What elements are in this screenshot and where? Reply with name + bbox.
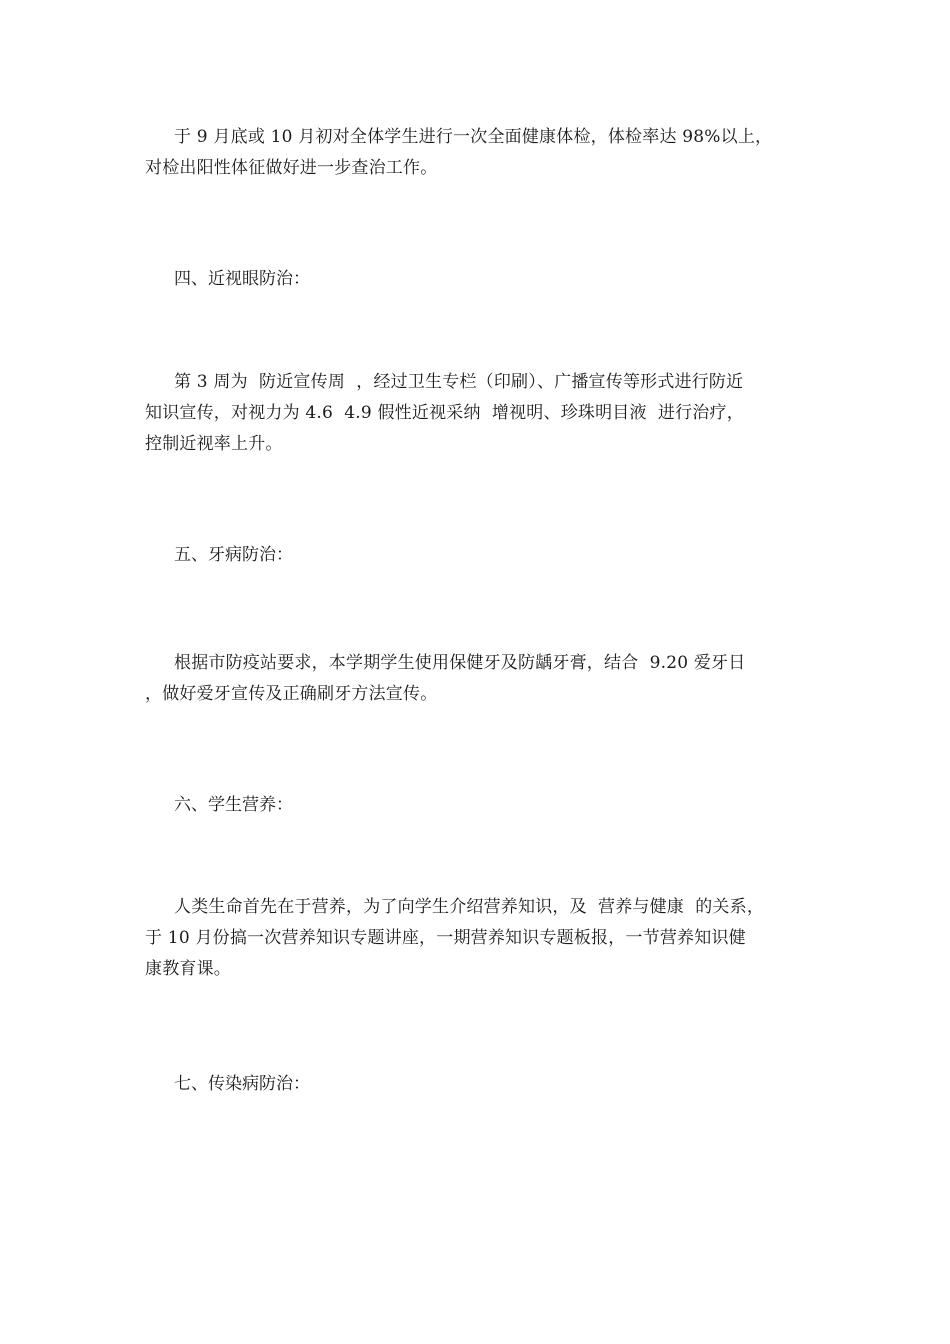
paragraph-line: 康教育课。 [145, 959, 231, 979]
paragraph-line: 于 10 月份搞一次营养知识专题讲座，一期营养知识专题板报，一节营养知识健 [145, 928, 746, 948]
heading-myopia-prevention: 四、近视眼防治： [174, 269, 310, 289]
paragraph-line: 对检出阳性体征做好进一步查治工作。 [145, 158, 438, 178]
paragraph-line: ，做好爱牙宣传及正确刷牙方法宣传。 [145, 684, 438, 704]
paragraph-line: 根据市防疫站要求，本学期学生使用保健牙及防龋牙膏，结合 9.20 爱牙日 [174, 653, 746, 673]
heading-dental-prevention: 五、牙病防治： [174, 545, 293, 565]
paragraph-line: 第 3 周为 防近宣传周 ，经过卫生专栏（印刷）、广播宣传等形式进行防近 [174, 372, 744, 392]
paragraph-health-checkup [145, 122, 825, 184]
paragraph-nutrition [145, 892, 825, 985]
paragraph-line: 于 9 月底或 10 月初对全体学生进行一次全面健康体检，体检率达 98%以上， [174, 127, 773, 147]
paragraph-dental [145, 648, 825, 710]
heading-infectious-disease: 七、传染病防治： [174, 1074, 310, 1094]
paragraph-line: 控制近视率上升。 [145, 434, 283, 454]
paragraph-line: 人类生命首先在于营养，为了向学生介绍营养知识，及 营养与健康 的关系， [174, 897, 765, 917]
paragraph-line: 知识宣传，对视力为 4.6 4.9 假性近视采纳 增视明、珍珠明目液 进行治疗， [145, 403, 744, 423]
paragraph-myopia [145, 367, 825, 460]
heading-student-nutrition: 六、学生营养： [174, 795, 293, 815]
